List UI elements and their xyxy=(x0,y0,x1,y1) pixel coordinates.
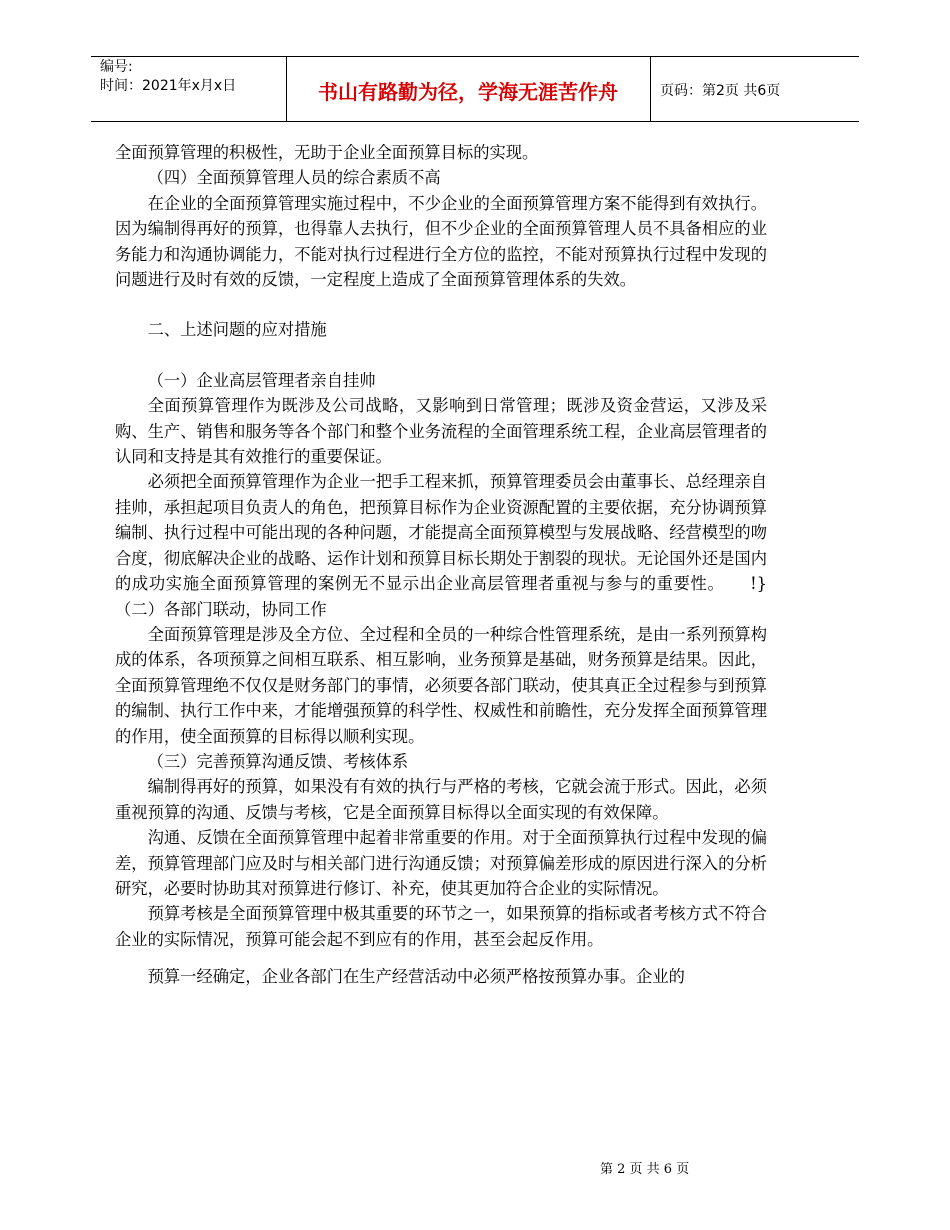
header-meta xyxy=(100,58,236,96)
header-divider-right xyxy=(650,56,651,122)
paragraph: 在企业的全面预算管理实施过程中，不少企业的全面预算管理方案不能得到有效执行。因为编制得再好的预算，也得靠人去执行，但不少企业的全面预算管理人员不具备相应的业务能力和沟通协调能力，不能对执行过程进行全方位的监控，不能对预算执行过程中发现的问题进行及时有效的反馈，一定程度上造成了全面预算管理体系的失效。 xyxy=(115,193,767,290)
header-top-line xyxy=(91,56,859,57)
header-page-info: 页码：第2页 共6页 xyxy=(660,83,781,99)
paragraph: 编制得再好的预算，如果没有有效的执行与严格的考核，它就会流于形式。因此，必须重视预算的沟通、反馈与考核，它是全面预算目标得以全面实现的有效保障。 xyxy=(115,777,767,822)
section-heading: 二、上述问题的应对措施 xyxy=(147,320,327,340)
section-heading: （四）全面预算管理人员的综合素质不高 xyxy=(147,168,441,188)
header-motto: 书山有路勤为径，学海无涯苦作舟 xyxy=(318,80,618,104)
section-heading: （三）完善预算沟通反馈、考核体系 xyxy=(147,751,409,771)
section-heading: （一）企业高层管理者亲自挂帅 xyxy=(147,370,376,390)
paragraph: 预算考核是全面预算管理中极其重要的环节之一，如果预算的指标或者考核方式不符合企业的实际情况，预算可能会起不到应有的作用，甚至会起反作用。 xyxy=(115,904,767,949)
paragraph: 沟通、反馈在全面预算管理中起着非常重要的作用。对于全面预算执行过程中发现的偏差，预算管理部门应及时与相关部门进行沟通反馈；对预算偏差形成的原因进行深入的分析研究，必要时协助其对预算进行修订、补充，使其更加符合企业的实际情况。 xyxy=(115,828,767,898)
paragraph: 预算一经确定，企业各部门在生产经营活动中必须严格按预算办事。企业的 xyxy=(147,967,685,987)
document-body xyxy=(115,140,767,990)
page-footer: 第 2 页 共 6 页 xyxy=(600,1162,690,1177)
paragraph: 全面预算管理是涉及全方位、全过程和全员的一种综合性管理系统，是由一系列预算构成的体系，各项预算之间相互联系、相互影响，业务预算是基础，财务预算是结果。因此，全面预算管理绝不仅仅是财务部门的事情，必须要各部门联动，使其真正全过程参与到预算的编制、执行工作中来，才能增强预算的科学性、权威性和前瞻性，充分发挥全面预算管理的作用，使全面预算的目标得以顺利实现。 xyxy=(115,624,767,746)
paragraph: 全面预算管理的积极性，无助于企业全面预算目标的实现。 xyxy=(115,143,539,162)
header-bottom-line xyxy=(91,121,859,122)
document-time-label: 时间：2021年x月x日 xyxy=(100,78,237,94)
document-number-label: 编号: xyxy=(100,59,133,75)
paragraph: 全面预算管理作为既涉及公司战略，又影响到日常管理；既涉及资金营运，又涉及采购、生产、销售和服务等各个部门和整个业务流程的全面管理系统工程，企业高层管理者的认同和支持是其有效推行的重要保证。 xyxy=(115,396,767,467)
paragraph: 必须把全面预算管理作为企业一把手工程来抓，预算管理委员会由董事长、总经理亲自挂帅，承担起项目负责人的角色，把预算目标作为企业资源配置的主要依据，充分协调预算编制、执行过程中可能出现的各种问题，才能提高全面预算模型与发展战略、经营模型的吻合度，彻底解决企业的战略、运作计划和预算目标长期处于割裂的现状。无论国外还是国内的成功实施全面预算管理的案例无不显示出企业高层管理者重视与参与的重要性。 !}（二）各部门联动，协同工作 xyxy=(115,472,767,619)
